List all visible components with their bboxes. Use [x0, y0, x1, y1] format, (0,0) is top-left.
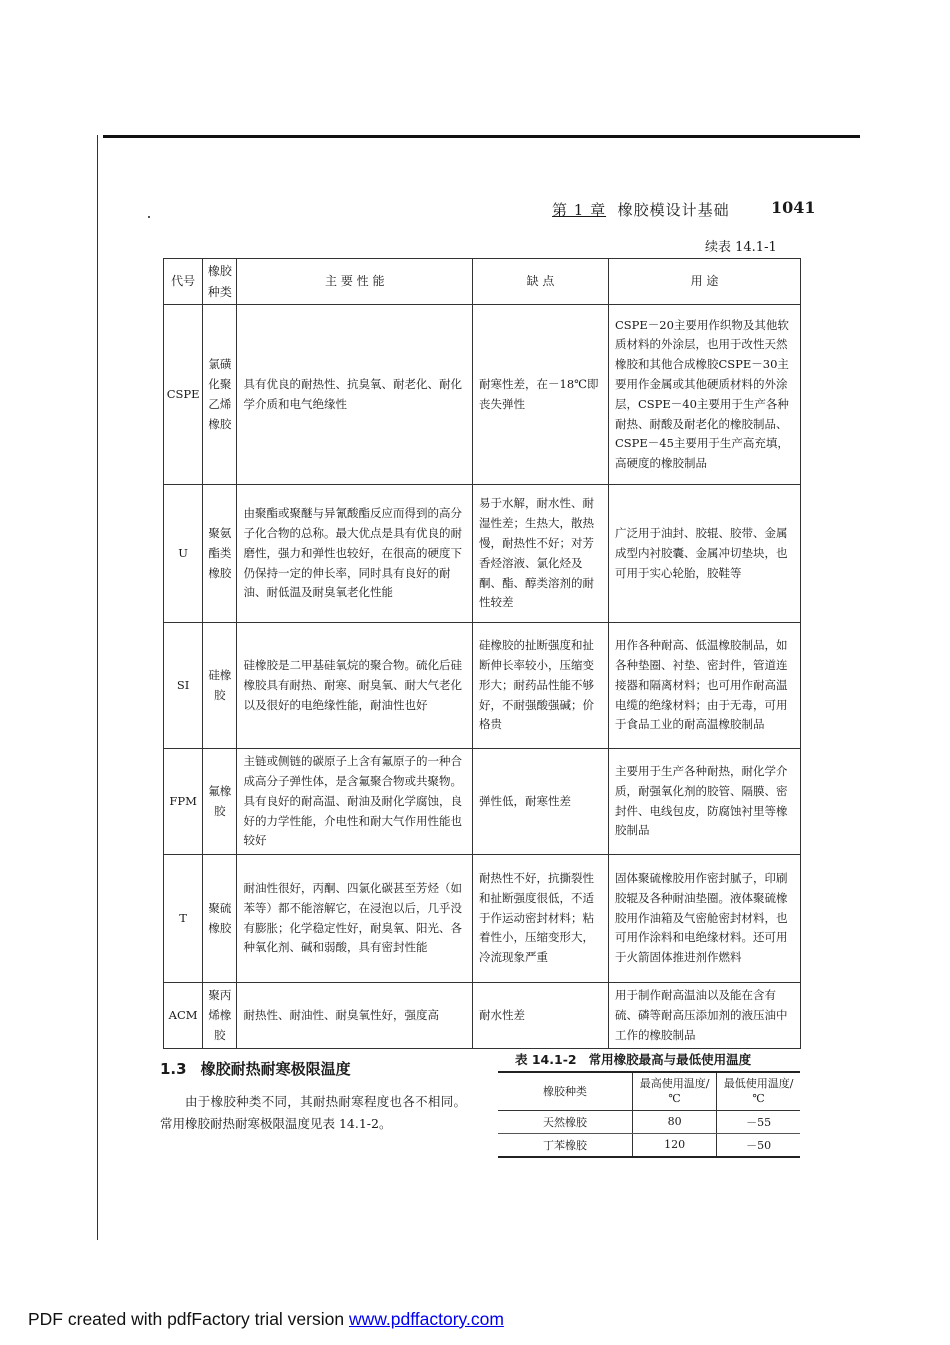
section-number: 1.3: [160, 1060, 187, 1078]
footer-link[interactable]: www.pdffactory.com: [348, 1309, 504, 1329]
row-code: CSPE: [164, 305, 203, 485]
row-property: 耐热性、耐油性、耐臭氧性好，强度高: [237, 983, 473, 1049]
header-property: 主 要 性 能: [237, 259, 473, 305]
rubber-properties-table: [163, 258, 801, 1049]
row-code: SI: [164, 623, 203, 749]
table-row: [164, 305, 801, 485]
pdf-footer: [28, 1309, 504, 1330]
left-margin-rule: [97, 135, 98, 1240]
row-defect: 弹性低，耐寒性差: [473, 749, 609, 855]
temp-cell: 天然橡胶: [498, 1110, 633, 1133]
temp-cell: 120: [633, 1133, 717, 1157]
row-code: T: [164, 855, 203, 983]
footer-text: PDF created with pdfFactory trial version: [28, 1309, 349, 1329]
header-type: 橡胶种类: [203, 259, 237, 305]
row-code: ACM: [164, 983, 203, 1049]
row-property: 主链或侧链的碳原子上含有氟原子的一种合成高分子弹性体，是含氟聚合物或共聚物。具有良好的耐高温、耐油及耐化学腐蚀，良好的力学性能，介电性和耐大气作用性能也较好: [237, 749, 473, 855]
row-type: 聚硫橡胶: [203, 855, 237, 983]
row-defect: 耐水性差: [473, 983, 609, 1049]
header-use: 用 途: [608, 259, 800, 305]
row-use: CSPE－20主要用作织物及其他软质材料的外涂层，也用于改性天然橡胶和其他合成橡胶CSPE－30主要用作金属或其他硬质材料的外涂层，CSPE－40主要用于生产各种耐热、耐酸及耐老化的橡胶制品、CSPE－45主要用于生产高充填，高硬度的橡胶制品: [608, 305, 800, 485]
temp-header-row: [498, 1072, 800, 1110]
temp-table-number: 表 14.1-2: [515, 1052, 577, 1067]
temp-cell: 80: [633, 1110, 717, 1133]
row-use: 固体聚硫橡胶用作密封腻子，印刷胶辊及各种耐油垫圈。液体聚硫橡胶用作油箱及气密舱密封材料，也可用作涂料和电绝缘材料。还可用于火箭固体推进剂作燃料: [608, 855, 800, 983]
section-paragraph: 由于橡胶种类不同，其耐热耐寒程度也各不相同。常用橡胶耐热耐寒极限温度见表 14.1-2。: [160, 1094, 466, 1131]
page-number: 1041: [771, 198, 816, 217]
table-row: [164, 485, 801, 623]
row-type: 硅橡胶: [203, 623, 237, 749]
table-row: [164, 855, 801, 983]
row-property: 耐油性很好，丙酮、四氯化碳甚至芳烃（如苯等）都不能溶解它，在浸泡以后，几乎没有膨胀；化学稳定性好，耐臭氧、阳光、各种氧化剂、碱和弱酸，具有密封性能: [237, 855, 473, 983]
table-row: [164, 623, 801, 749]
table-row: [498, 1133, 800, 1157]
temp-cell: 丁苯橡胶: [498, 1133, 633, 1157]
row-type: 聚丙烯橡胶: [203, 983, 237, 1049]
row-use: 用作各种耐高、低温橡胶制品，如各种垫圈、衬垫、密封件，管道连接器和隔离材料；也可用作耐高温电缆的绝缘材料；由于无毒，可用于食品工业的耐高温橡胶制品: [608, 623, 800, 749]
top-rule: [103, 135, 860, 138]
row-code: U: [164, 485, 203, 623]
row-use: 主要用于生产各种耐热，耐化学介质，耐强氧化剂的胶管、隔膜、密封件、电线包皮，防腐蚀衬里等橡胶制品: [608, 749, 800, 855]
table-row: [164, 749, 801, 855]
temp-header-min: 最低使用温度/℃: [717, 1072, 800, 1110]
row-type: 聚氨酯类橡胶: [203, 485, 237, 623]
temperature-table: [498, 1071, 800, 1158]
temp-table-caption: [515, 1050, 751, 1068]
row-code: FPM: [164, 749, 203, 855]
running-head: [552, 199, 730, 220]
row-defect: 耐寒性差，在－18℃即丧失弹性: [473, 305, 609, 485]
temp-cell: －50: [717, 1133, 800, 1157]
temp-cell: －55: [717, 1110, 800, 1133]
scan-speck: [148, 216, 150, 218]
table-continued-label: 续表 14.1-1: [705, 240, 777, 255]
table-row: [164, 983, 801, 1049]
row-defect: 硅橡胶的扯断强度和扯断伸长率较小，压缩变形大；耐药品性能不够好，不耐强酸强碱；价格贵: [473, 623, 609, 749]
table-header-row: [164, 259, 801, 305]
row-defect: 易于水解，耐水性、耐湿性差；生热大，散热慢，耐热性不好；对芳香烃溶液、氯化烃及酮、酯、醇类溶剂的耐性较差: [473, 485, 609, 623]
section-heading: [160, 1058, 351, 1079]
chapter-title: 橡胶模设计基础: [617, 201, 730, 219]
temp-header-type: 橡胶种类: [498, 1072, 633, 1110]
row-type: 氯磺化聚乙烯橡胶: [203, 305, 237, 485]
row-use: 广泛用于油封、胶辊、胶带、金属成型内衬胶囊、金属冲切垫块，也可用于实心轮胎，胶鞋等: [608, 485, 800, 623]
header-code: 代号: [164, 259, 203, 305]
chapter-label: 第 1 章: [552, 201, 607, 219]
row-defect: 耐热性不好，抗撕裂性和扯断强度很低，不适于作运动密封材料；粘着性小，压缩变形大，冷流现象严重: [473, 855, 609, 983]
section-title: 橡胶耐热耐寒极限温度: [200, 1060, 351, 1078]
header-defect: 缺 点: [473, 259, 609, 305]
row-property: 硅橡胶是二甲基硅氧烷的聚合物。硫化后硅橡胶具有耐热、耐寒、耐臭氧、耐大气老化以及很好的电绝缘性能，耐油性也好: [237, 623, 473, 749]
row-property: 具有优良的耐热性、抗臭氧、耐老化、耐化学介质和电气绝缘性: [237, 305, 473, 485]
row-property: 由聚酯或聚醚与异氰酸酯反应而得到的高分子化合物的总称。最大优点是具有优良的耐磨性，强力和弹性也较好，在很高的硬度下仍保持一定的伸长率，同时具有良好的耐油、耐低温及耐臭氧老化性能: [237, 485, 473, 623]
table-row: [498, 1110, 800, 1133]
row-type: 氟橡胶: [203, 749, 237, 855]
temp-table-title: 常用橡胶最高与最低使用温度: [588, 1052, 752, 1067]
row-use: 用于制作耐高温油以及能在含有硫、磷等耐高压添加剂的液压油中工作的橡胶制品: [608, 983, 800, 1049]
temp-header-max: 最高使用温度/℃: [633, 1072, 717, 1110]
